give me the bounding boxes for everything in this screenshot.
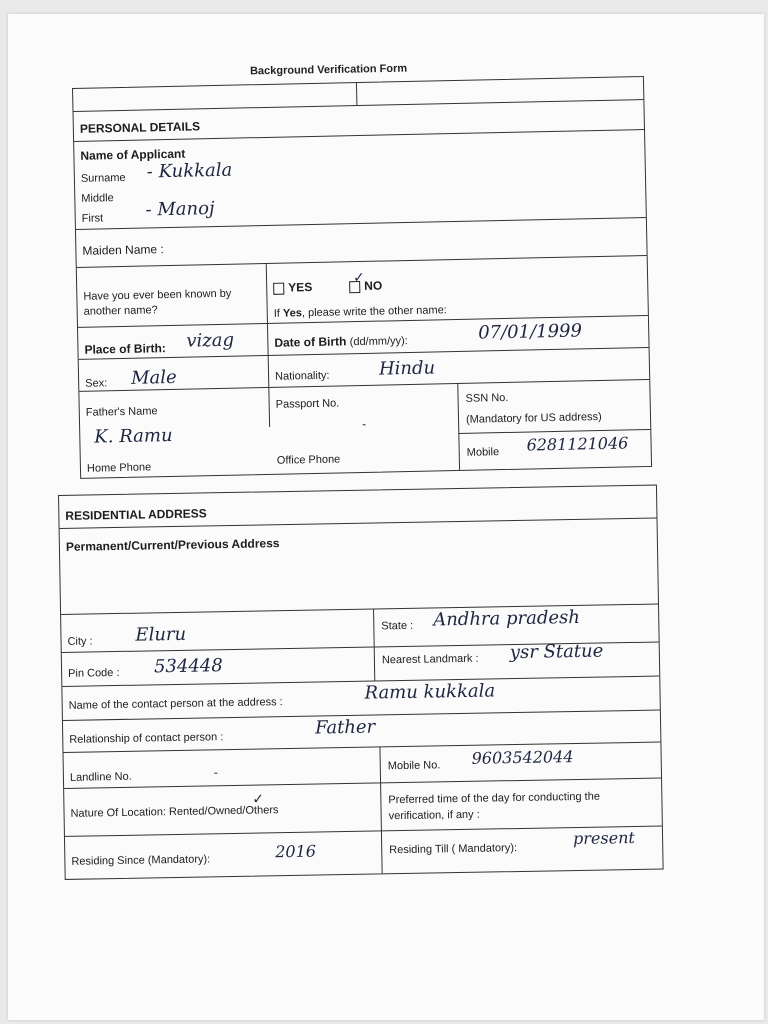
preferred-time-line1: Preferred time of the day for conducting the bbox=[388, 790, 601, 807]
landmark-value[interactable]: ysr Statue bbox=[509, 640, 604, 664]
divider bbox=[62, 676, 659, 687]
city-value[interactable]: Eluru bbox=[135, 623, 187, 646]
surname-label: Surname bbox=[80, 171, 126, 185]
dob-value[interactable]: 07/01/1999 bbox=[478, 320, 583, 344]
first-value[interactable]: - Manoj bbox=[145, 198, 215, 221]
passport-value[interactable]: - bbox=[361, 416, 367, 431]
if-yes-rest: , please write the other name: bbox=[301, 304, 447, 320]
father-label: Father's Name bbox=[85, 405, 158, 419]
relationship-label: Relationship of contact person : bbox=[69, 731, 224, 746]
yes-label: YES bbox=[288, 280, 313, 295]
divider bbox=[266, 263, 270, 427]
surname-value[interactable]: - Kukkala bbox=[146, 159, 233, 183]
no-label: NO bbox=[364, 278, 383, 293]
landline-value[interactable]: - bbox=[213, 765, 218, 780]
ssn-label: SSN No. bbox=[465, 391, 509, 405]
personal-details-table bbox=[72, 76, 652, 479]
sex-label: Sex: bbox=[85, 377, 108, 390]
if-label: If bbox=[273, 307, 281, 320]
mobile-label-res: Mobile No. bbox=[387, 759, 441, 773]
divider bbox=[457, 383, 460, 470]
father-value[interactable]: K. Ramu bbox=[94, 424, 173, 448]
state-value[interactable]: Andhra pradesh bbox=[433, 606, 581, 631]
address-type: Permanent/Current/Previous Address bbox=[65, 536, 280, 554]
mobile-value[interactable]: 6281121046 bbox=[526, 433, 629, 455]
landline-label: Landline No. bbox=[69, 770, 132, 784]
checkmark-icon: ✓ bbox=[352, 268, 365, 286]
yes-option[interactable] bbox=[273, 280, 312, 295]
sex-value[interactable]: Male bbox=[130, 366, 177, 389]
checkbox-icon[interactable] bbox=[273, 282, 284, 294]
contact-label: Name of the contact person at the address : bbox=[68, 696, 283, 712]
city-label: City : bbox=[67, 635, 93, 648]
till-label: Residing Till ( Mandatory): bbox=[389, 842, 518, 857]
middle-label: Middle bbox=[81, 192, 114, 205]
checkmark-icon: ✓ bbox=[252, 790, 265, 807]
divider bbox=[77, 255, 647, 268]
residential-header: RESIDENTIAL ADDRESS bbox=[65, 506, 207, 523]
maiden-label: Maiden Name : bbox=[82, 242, 164, 258]
pin-value[interactable]: 534448 bbox=[153, 655, 223, 678]
contact-value[interactable]: Ramu kukkala bbox=[364, 680, 496, 704]
form-title: Background Verification Form bbox=[249, 62, 408, 78]
since-label: Residing Since (Mandatory): bbox=[71, 853, 211, 868]
yes-bold: Yes bbox=[282, 307, 303, 320]
mobile-label: Mobile bbox=[466, 446, 500, 459]
residential-address-table bbox=[58, 485, 664, 880]
divider bbox=[379, 746, 382, 873]
pob-value[interactable]: vizag bbox=[186, 329, 235, 352]
dob-label bbox=[274, 333, 408, 350]
known-question-line1: Have you ever been known by bbox=[83, 287, 232, 303]
landmark-label: Nearest Landmark : bbox=[381, 652, 479, 667]
state-label: State : bbox=[381, 619, 414, 633]
preferred-time-line2: verification, if any : bbox=[388, 808, 480, 823]
divider bbox=[356, 83, 357, 105]
since-value[interactable]: 2016 bbox=[275, 841, 317, 862]
office-phone-label: Office Phone bbox=[276, 453, 341, 467]
first-label: First bbox=[81, 212, 104, 225]
pin-label: Pin Code : bbox=[68, 666, 120, 680]
known-question-line2: another name? bbox=[83, 304, 158, 318]
divider bbox=[373, 609, 375, 681]
mobile-value-res[interactable]: 9603542044 bbox=[471, 747, 574, 768]
dob-label-text: Date of Birth bbox=[274, 334, 347, 350]
pob-label: Place of Birth: bbox=[84, 341, 166, 357]
passport-label: Passport No. bbox=[275, 397, 340, 411]
divider bbox=[73, 99, 643, 112]
personal-header: PERSONAL DETAILS bbox=[79, 119, 201, 136]
name-heading: Name of Applicant bbox=[80, 146, 186, 163]
till-value[interactable]: present bbox=[572, 827, 636, 849]
ssn-note: (Mandatory for US address) bbox=[465, 410, 602, 426]
location-label: Nature Of Location: Rented/Owned/Others bbox=[70, 804, 279, 820]
if-yes-instruction bbox=[274, 304, 447, 320]
nationality-value[interactable]: Hindu bbox=[378, 357, 436, 380]
divider bbox=[64, 778, 661, 789]
nationality-label: Nationality: bbox=[274, 369, 330, 383]
relationship-value[interactable]: Father bbox=[314, 716, 376, 739]
dob-format: (dd/mm/yy): bbox=[349, 335, 408, 349]
home-phone-label: Home Phone bbox=[86, 461, 152, 475]
